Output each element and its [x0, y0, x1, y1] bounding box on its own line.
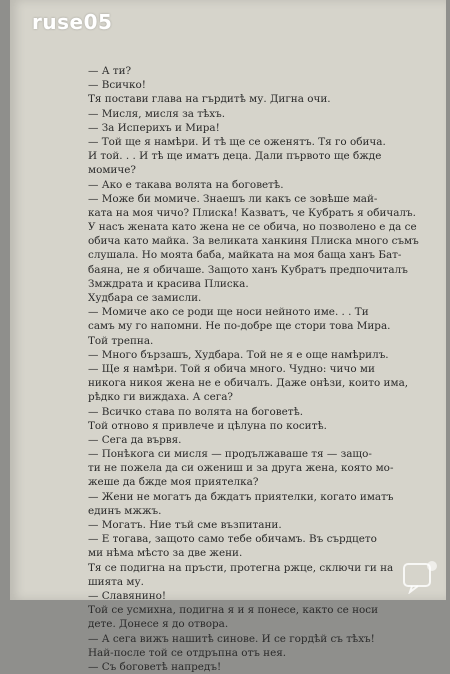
text-line: У насъ жената като жена не се обича, но позволено е да се [88, 221, 417, 234]
watermark-logo-icon [400, 558, 440, 594]
page-text [88, 64, 424, 674]
text-line: — Много бързашъ, Худбара. Той не я е още намѣрилъ. [88, 348, 389, 361]
text-line: Той се усмихна, подигна я и я понесе, както се носи [88, 604, 379, 617]
text-line: ти не пожела да си ожениш и за друга жена, която мо- [88, 462, 394, 475]
text-line: — Момиче ако се роди ще носи нейното име. . . Ти [88, 306, 369, 319]
text-line: никога никоя жена не е обичалъ. Даже онѣзи, които има, [88, 377, 409, 390]
text-line: — Жени не могатъ да бждатъ приятелки, когато иматъ [88, 490, 394, 503]
text-line: Тя постави глава на гърдитѣ му. Дигна очи. [88, 93, 331, 106]
text-line: Тя се подигна на пръсти, протегна ржце, сключи ги на [88, 561, 394, 574]
text-line: самъ му го напомни. Не по-добре ще стори това Мира. [88, 320, 391, 333]
text-line: Той трепна. [88, 334, 154, 347]
text-line: единъ мжжъ. [88, 504, 162, 517]
text-line: — Може би момиче. Знаешъ ли какъ се зовѣше май- [88, 192, 378, 205]
text-line: — Всичко става по волята на боговетѣ. [88, 405, 304, 418]
text-line: жеше да бжде моя приятелка? [88, 476, 259, 489]
text-line: дете. Донесе я до отвора. [88, 618, 229, 631]
text-line: — Могатъ. Ние тъй сме възпитани. [88, 519, 282, 531]
text-line: Той отново я привлече и цѣлуна по коситѣ. [88, 419, 327, 432]
text-line: обича като майка. За великата ханкиня Плиска много съмъ [88, 235, 419, 248]
text-line: баяна, не я обичаше. Защото ханъ Кубратъ предпочиталъ [88, 263, 408, 276]
text-line: — Съ боговетѣ напредъ! [88, 660, 222, 673]
text-line: — Славянино! [88, 589, 167, 602]
text-line: шията му. [88, 575, 144, 588]
text-line: — За Исперихъ и Мира! [88, 121, 220, 134]
text-line: — Е тогава, защото само тебе обичамъ. Въ сърдцето [88, 533, 377, 546]
text-line: — Ще я намѣри. Той я обича много. Чудно: чичо ми [88, 362, 375, 375]
text-line: слушала. Но моята баба, майката на моя баща ханъ Бат- [88, 249, 402, 262]
text-line: ката на моя чичо? Плиска! Казватъ, че Кубратъ я обичалъ. [88, 206, 416, 219]
text-line: — Сега да вървя. [88, 433, 182, 446]
text-line: — Ако е такава волята на боговетѣ. [88, 178, 284, 191]
text-line: момиче? [88, 164, 136, 177]
text-line: — Той ще я намѣри. И тѣ ще се оженятъ. Тя го обича. [88, 135, 386, 148]
text-line: — А ти? [88, 65, 132, 77]
text-line: Худбара се замисли. [88, 292, 202, 304]
text-line: рѣдко ги виждаха. А сега? [88, 391, 233, 404]
text-line: Най-после той се отдръпна отъ нея. [88, 646, 287, 659]
site-logo: ruse05 [32, 10, 113, 34]
text-line: — Всичко! [88, 79, 146, 92]
text-line: Змждрата и красива Плиска. [88, 277, 249, 290]
text-line: ми нѣма мѣсто за две жени. [88, 547, 243, 560]
text-line: — Мисля, мисля за тѣхъ. [88, 107, 226, 120]
text-line: — Понѣкога си мисля — продължаваше тя — защо- [88, 448, 372, 461]
book-page [10, 0, 446, 673]
text-line: — А сега вижъ нашитѣ синове. И се гордѣй съ тѣхъ! [88, 632, 375, 645]
text-line: И той. . . И тѣ ще иматъ деца. Дали първото ще бжде [88, 150, 382, 163]
